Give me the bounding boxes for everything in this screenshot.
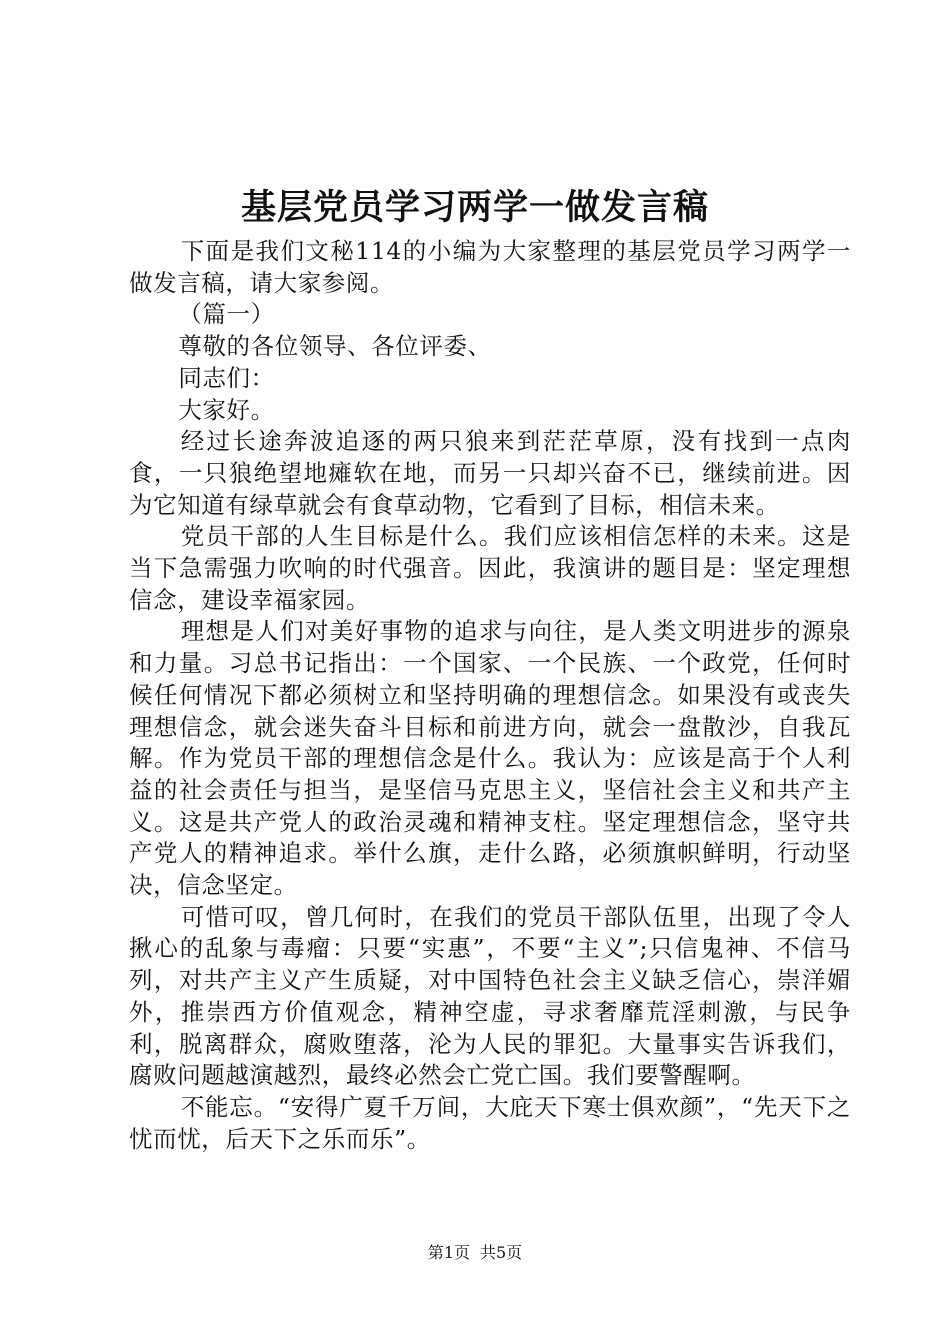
paragraph-greeting: 大家好。 [178, 395, 275, 424]
document-title: 基层党员学习两学一做发言稿 [240, 187, 709, 228]
paragraph-section-label: （篇一） [178, 300, 275, 329]
paragraph-ideals: 理想是人们对美好事物的追求与向往，是人类文明进步的源泉和力量。习总书记指出：一个国家、一个民族、一个政党，任何时候任何情况下都必须树立和坚持明确的理想信念。如果没有或丧失理想信念，就会迷失奋斗目标和前进方向，就会一盘散沙，自我瓦解。作为党员干部的理想信念是什么。我认为：应该是高于个人利益的社会责任与担当，是坚信马克思主义，坚信社会主义和共产主义。这是共产党人的政治灵魂和精神支柱。坚定理想信念，坚守共产党人的精神追求。举什么旗，走什么路，必须旗帜鲜明，行动坚决，信念坚定。 [129, 617, 851, 900]
paragraph-salutation: 尊敬的各位领导、各位评委、 [178, 332, 492, 361]
paragraph-intro: 下面是我们文秘114的小编为大家整理的基层党员学习两学一做发言稿，请大家参阅。 [129, 237, 851, 297]
paragraph-warning: 可惜可叹，曾几何时，在我们的党员干部队伍里，出现了令人揪心的乱象与毒瘤：只要“实惠”，不要“主义”;只信鬼神、不信马列，对共产主义产生质疑，对中国特色社会主义缺乏信心，崇洋媚外，推崇西方价值观念，精神空虚，寻求奢靡荒淫刺激，与民争利，脱离群众，腐败堕落，沦为人民的罪犯。大量事实告诉我们，腐败问题越演越烈，最终必然会亡党亡国。我们要警醒啊。 [129, 902, 851, 1090]
page-total: 共5页 [480, 1243, 523, 1262]
paragraph-life-goal: 党员干部的人生目标是什么。我们应该相信怎样的未来。这是当下急需强力吹响的时代强音。因此，我演讲的题目是：坚定理想信念，建设幸福家园。 [129, 522, 851, 614]
page-footer [0, 1243, 950, 1263]
paragraph-wolves: 经过长途奔波追逐的两只狼来到茫茫草原，没有找到一点肉食，一只狼绝望地瘫软在地，而另一只却兴奋不已，继续前进。因为它知道有绿草就会有食草动物，它看到了目标，相信未来。 [129, 427, 851, 519]
paragraph-never-forget: 不能忘。“安得广夏千万间，大庇天下寒士俱欢颜”，“先天下之忧而忧，后天下之乐而乐”。 [129, 1092, 851, 1153]
paragraph-salutation-comrades: 同志们： [178, 363, 275, 392]
document-body [129, 236, 851, 1155]
page-number: 第1页 [427, 1243, 470, 1262]
